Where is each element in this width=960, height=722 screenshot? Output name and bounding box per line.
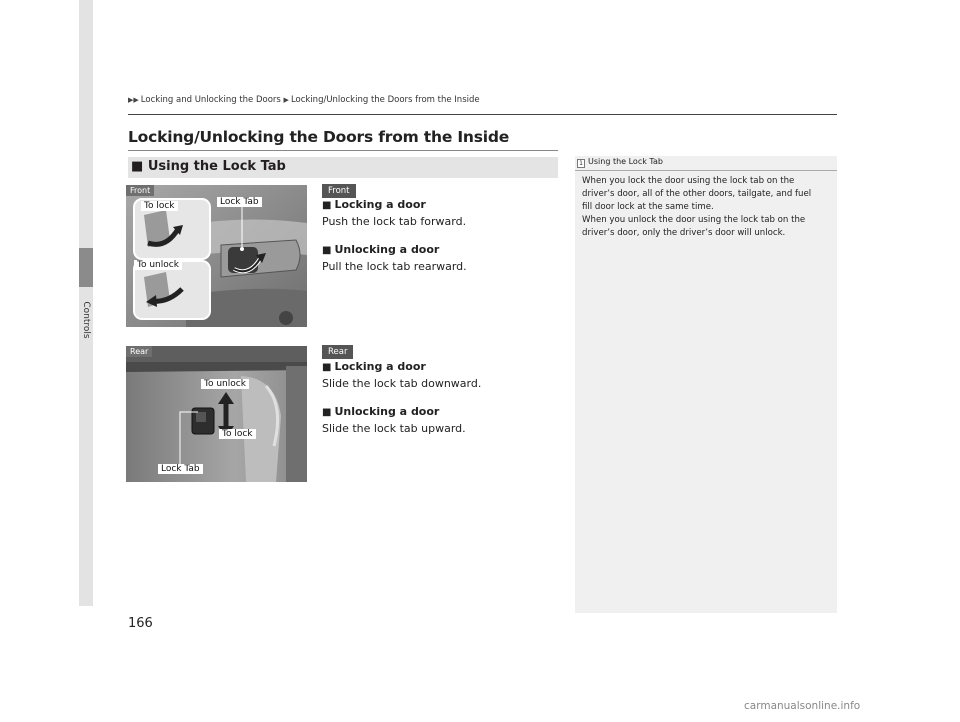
breadcrumb-arrow-icon: ▶▶ [128, 96, 139, 104]
callout-to-unlock: To unlock [201, 379, 249, 389]
breadcrumb-item[interactable]: Locking/Unlocking the Doors from the Inside [290, 95, 480, 105]
callout-to-unlock: To unlock [134, 260, 182, 270]
sidebar-line: When you lock the door using the lock tab on the [582, 176, 795, 186]
instruction-heading: ■ Locking a door [322, 360, 426, 373]
front-figure-tag: Front [126, 185, 154, 196]
sidebar-line: fill door lock at the same time. [582, 202, 714, 212]
square-bullet-icon: ■ [322, 245, 332, 256]
header-rule [128, 114, 837, 115]
callout-to-lock: To lock [141, 201, 178, 211]
breadcrumb-item[interactable]: Locking and Unlocking the Doors [140, 95, 281, 105]
breadcrumb-arrow-icon: ▶ [283, 96, 289, 104]
watermark: carmanualsonline.info [744, 700, 861, 712]
square-bullet-icon: ■ [322, 200, 332, 211]
reference-number-icon: 1 [577, 159, 585, 168]
instruction-heading: ■ Locking a door [322, 198, 426, 211]
instruction-body: Push the lock tab forward. [322, 215, 467, 228]
callout-to-lock: To lock [219, 429, 256, 439]
callout-lock-tab: Lock Tab [217, 197, 262, 207]
front-instructions [322, 197, 467, 275]
sidebar-line: driver’s door, all of the other doors, tailgate, and fuel [582, 189, 812, 199]
sidebar-heading: 1 Using the Lock Tab [575, 157, 837, 168]
rear-door-figure [126, 346, 307, 482]
callout-lock-tab: Lock Tab [158, 464, 203, 474]
square-bullet-icon: ■ [322, 407, 332, 418]
instruction-body: Pull the lock tab rearward. [322, 260, 467, 273]
rear-figure-tag: Rear [126, 346, 152, 357]
sidebar-body [582, 175, 832, 240]
instruction-heading: ■ Unlocking a door [322, 405, 440, 418]
section-title-text: Using the Lock Tab [147, 159, 286, 174]
breadcrumb [128, 95, 480, 105]
front-door-figure [126, 185, 307, 327]
square-bullet-icon: ■ [322, 362, 332, 373]
side-tab-marker [79, 248, 93, 287]
rear-door-illustration [126, 346, 307, 482]
page-title: Locking/Unlocking the Doors from the Inside [128, 128, 510, 146]
side-tab-label: Controls [81, 301, 91, 339]
section-title [131, 159, 286, 174]
front-badge: Front [322, 184, 356, 198]
title-rule [128, 150, 558, 151]
instruction-heading: ■ Unlocking a door [322, 243, 440, 256]
sidebar-rule [575, 170, 837, 171]
page-number: 166 [128, 616, 153, 631]
instruction-body: Slide the lock tab downward. [322, 377, 482, 390]
rear-instructions [322, 359, 481, 437]
rear-badge: Rear [322, 345, 353, 359]
sidebar-line: When you unlock the door using the lock tab on the [582, 215, 806, 225]
instruction-body: Slide the lock tab upward. [322, 422, 466, 435]
section-marker-icon: ■ [131, 159, 144, 174]
sidebar-line: driver’s door, only the driver’s door will unlock. [582, 228, 786, 238]
